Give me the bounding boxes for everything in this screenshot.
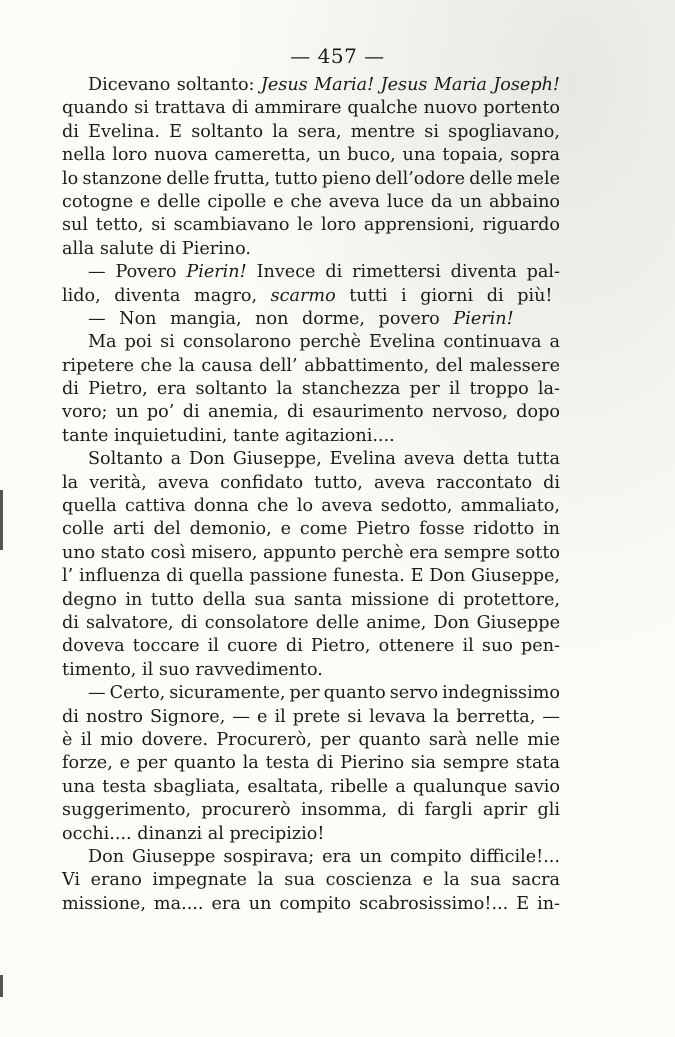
text-line [62, 448, 560, 471]
text-line [62, 518, 560, 541]
italic-text: Pierin! [453, 308, 514, 329]
text-span: di Evelina. E soltanto la sera, mentre si spogliavano, [62, 121, 560, 142]
text-line [62, 214, 560, 237]
italic-text: Pierin! [186, 262, 247, 283]
text-line [62, 799, 560, 822]
text-span: di salvatore, di consolatore delle anime, Don Giuseppe [62, 612, 560, 633]
text-line [62, 893, 560, 916]
text-line [62, 776, 560, 799]
text-line [62, 238, 560, 261]
text-line [62, 635, 560, 658]
text-span: — Povero [88, 262, 187, 283]
text-line [62, 121, 560, 144]
text-span: doveva toccare il cuore di Pietro, ottenere il suo pen- [62, 636, 560, 657]
body-text [62, 74, 560, 916]
text-line [62, 869, 560, 892]
text-line [62, 846, 560, 869]
text-line [62, 331, 560, 354]
text-span: Dicevano soltanto: [88, 75, 261, 95]
text-span: degno in tutto della sua santa missione di protettore, [62, 589, 560, 610]
text-line [62, 752, 560, 775]
text-line [62, 706, 560, 729]
text-span: — Non mangia, non dorme, povero [88, 308, 454, 329]
text-span: tante inquietudini, tante agitazioni.... [62, 425, 395, 446]
text-line [62, 589, 560, 612]
text-span: tutti i giorni di più! [335, 285, 553, 306]
text-span: voro; un po’ di anemia, di esaurimento nervoso, dopo [62, 402, 560, 423]
text-line [62, 74, 560, 97]
text-span: Soltanto a Don Giuseppe, Evelina aveva detta tutta [88, 449, 560, 470]
text-line [62, 612, 560, 635]
text-span: occhi.... dinanzi al precipizio! [62, 823, 325, 844]
text-span: Vi erano impegnate la sua coscienza e la sua sacra [62, 870, 560, 891]
text-span: ripetere che la causa dell’ abbattimento, del malessere [62, 355, 560, 376]
text-span: — Certo, sicuramente, per quanto servo indegnissimo [88, 683, 560, 704]
text-span: Invece di rimettersi diventa pal- [246, 262, 560, 283]
text-line [62, 401, 560, 424]
text-line [62, 565, 560, 588]
text-span: Don Giuseppe sospirava; era un compito difficile!... [88, 846, 560, 867]
text-line [62, 355, 560, 378]
scan-edge-mark [0, 490, 3, 550]
text-span: una testa sbagliata, esaltata, ribelle a qualunque savio [62, 776, 560, 797]
italic-text: scarmo [270, 285, 336, 306]
text-span: l’ influenza di quella passione funesta. E Don Giuseppe, [62, 566, 560, 587]
page-number: — 457 — [290, 44, 385, 68]
text-span: Ma poi si consolarono perchè Evelina continuava a [88, 332, 560, 353]
italic-text: Jesus Maria! Jesus Maria Joseph! [260, 75, 560, 95]
text-span: sul tetto, si scambiavano le loro apprensioni, riguardo [62, 215, 560, 236]
text-line [62, 823, 560, 846]
text-line [62, 729, 560, 752]
text-line [62, 472, 560, 495]
text-line [62, 308, 560, 331]
text-span: lo stanzone delle frutta, tutto pieno dell’odore delle mele [62, 168, 560, 189]
text-line [62, 495, 560, 518]
text-line [62, 542, 560, 565]
text-span: di nostro Signore, — e il prete si levava la berretta, — [62, 706, 560, 727]
text-span: forze, e per quanto la testa di Pierino sia sempre stata [62, 753, 560, 774]
text-span: la verità, aveva confidato tutto, aveva raccontato di [62, 472, 560, 493]
text-span: cotogne e delle cipolle e che aveva luce da un abbaino [62, 191, 560, 212]
text-span: nella loro nuova cameretta, un buco, una topaia, sopra [62, 145, 560, 166]
text-span: lido, diventa magro, [62, 285, 271, 306]
text-line [62, 659, 560, 682]
text-line [62, 97, 560, 120]
text-span: alla salute di Pierino. [62, 238, 251, 259]
text-line [62, 191, 560, 214]
text-line [62, 168, 560, 191]
text-span: colle arti del demonio, e come Pietro fosse ridotto in [62, 519, 560, 540]
text-line [62, 261, 560, 284]
text-line [62, 144, 560, 167]
text-span: quando si trattava di ammirare qualche nuovo portento [62, 98, 560, 119]
text-span: di Pietro, era soltanto la stanchezza per il troppo la- [62, 379, 560, 400]
text-line [62, 285, 560, 308]
text-span: uno stato così misero, appunto perchè era sempre sotto [62, 542, 560, 563]
text-line [62, 378, 560, 401]
text-span: è il mio dovere. Procurerò, per quanto sarà nelle mie [62, 729, 560, 750]
scan-edge-mark [0, 975, 3, 997]
text-span: timento, il suo ravvedimento. [62, 659, 323, 680]
text-span: missione, ma.... era un compito scabrosissimo!... E in- [62, 893, 560, 914]
text-line [62, 682, 560, 705]
text-span: quella cattiva donna che lo aveva sedotto, ammaliato, [62, 496, 560, 517]
text-span: suggerimento, procurerò insomma, di fargli aprir gli [62, 800, 560, 821]
text-line [62, 425, 560, 448]
